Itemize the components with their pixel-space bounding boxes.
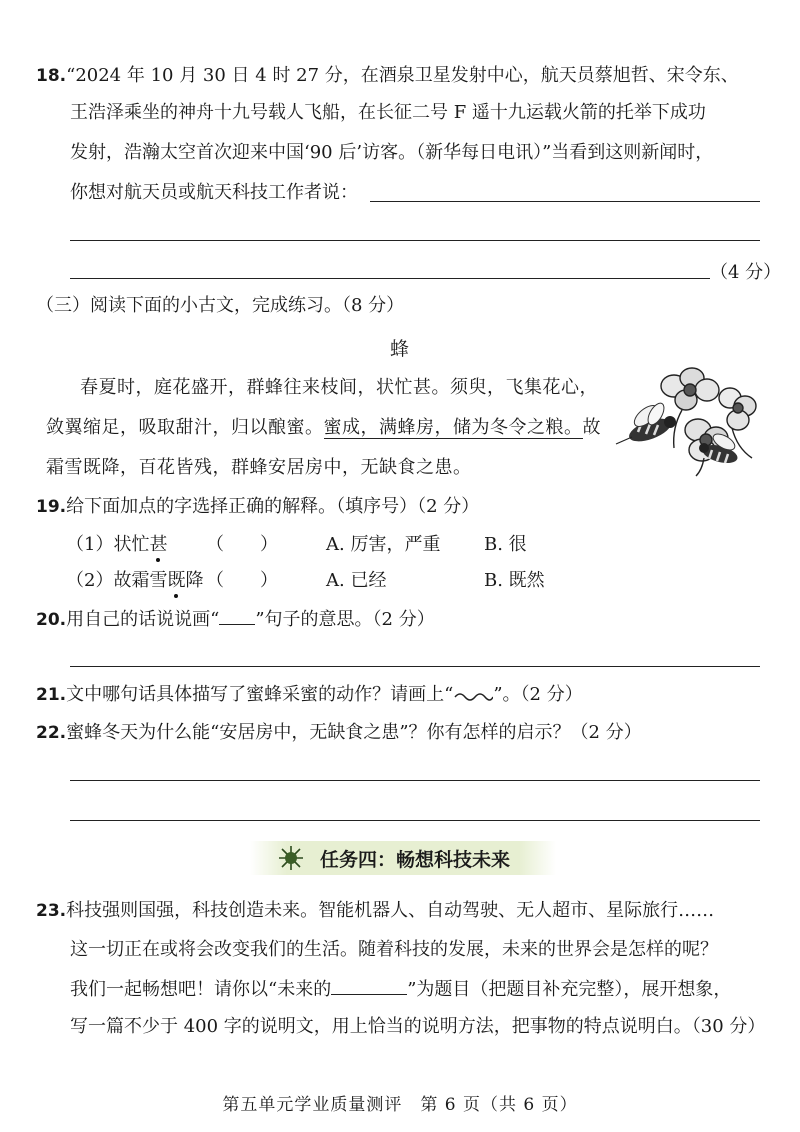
q18-line4: 你想对航天员或航天科技工作者说： bbox=[70, 182, 358, 203]
q18-line3: 发射，浩瀚太空首次迎来中国‘90 后’访客。（新华每日电讯）”当看到这则新闻时， bbox=[70, 142, 714, 163]
underlined-sentence: 蜜成，满蜂房，储为冬令之粮。 bbox=[323, 417, 583, 438]
flower-icon bbox=[661, 368, 719, 410]
q21-line: 21.文中哪句话具体描写了蜜蜂采蜜的动作？请画上“ ”。（2 分） bbox=[36, 684, 583, 705]
q19-item2-answer-paren[interactable]: （ ） bbox=[206, 570, 278, 591]
sun-burst-icon bbox=[276, 844, 306, 872]
q20-answer-line[interactable] bbox=[70, 666, 760, 667]
dotted-character: 甚 bbox=[149, 534, 168, 555]
passage-line2: 敛翼缩足，吸取甜汁，归以酿蜜。蜜成，满蜂房，储为冬令之粮。故 bbox=[46, 417, 601, 438]
wavy-underline-icon bbox=[453, 690, 493, 704]
bee-icon bbox=[616, 401, 676, 446]
q18-line1: 18.“2024 年 10 月 30 日 4 时 27 分，在酒泉卫星发射中心，航天员蔡旭哲、宋令东、 bbox=[36, 65, 739, 86]
q19-item1-option-a: A. 厉害，严重 bbox=[326, 534, 441, 555]
section3-title: （三）阅读下面的小古文，完成练习。（8 分） bbox=[36, 295, 405, 316]
bee-flower-illustration bbox=[612, 358, 772, 478]
q23-line3: 我们一起畅想吧！请你以“未来的 ”为题目（把题目补充完整），展开想象， bbox=[70, 976, 731, 1003]
q19-item1-stem: （1）状忙甚 bbox=[66, 534, 168, 555]
q19-item1-option-b: B. 很 bbox=[484, 534, 527, 555]
q19-item2-option-a: A. 已经 bbox=[326, 570, 387, 591]
q22-number: 22. bbox=[36, 723, 67, 743]
q19-item2-option-b: B. 既然 bbox=[484, 570, 545, 591]
flower-icon bbox=[719, 388, 756, 430]
q23-line4: 写一篇不少于 400 字的说明文，用上恰当的说明方法，把事物的特点说明白。（30 分） bbox=[70, 1016, 766, 1037]
passage-line3: 霜雪既降，百花皆残，群蜂安居房中，无缺食之患。 bbox=[46, 457, 472, 478]
q23-line2: 这一切正在或将会改变我们的生活。随着科技的发展，未来的世界会是怎样的呢？ bbox=[70, 939, 718, 960]
q18-answer-line-3[interactable] bbox=[70, 278, 710, 279]
q18-answer-line-2[interactable] bbox=[70, 240, 760, 241]
passage-title: 蜂 bbox=[390, 338, 410, 360]
q19-line: 19.给下面加点的字选择正确的解释。（填序号）（2 分） bbox=[36, 496, 480, 517]
q20-line: 20.用自己的话说说画“ ”句子的意思。（2 分） bbox=[36, 606, 435, 633]
q19-number: 19. bbox=[36, 497, 67, 517]
q22-answer-line-1[interactable] bbox=[70, 780, 760, 781]
q18-number: 18. bbox=[36, 66, 67, 86]
q23-line1: 23.科技强则国强，科技创造未来。智能机器人、自动驾驶、无人超市、星际旅行…… bbox=[36, 900, 715, 921]
q23-number: 23. bbox=[36, 901, 67, 921]
q21-number: 21. bbox=[36, 685, 67, 705]
title-fill-blank[interactable] bbox=[331, 976, 407, 995]
q18-score: （4 分） bbox=[710, 262, 782, 283]
task4-title: 任务四：畅想科技未来 bbox=[320, 849, 511, 871]
q22-answer-line-2[interactable] bbox=[70, 820, 760, 821]
straight-underline-sample bbox=[219, 606, 255, 625]
q19-item2-stem: （2）故霜雪既降 bbox=[66, 570, 204, 591]
passage-line1: 春夏时，庭花盛开，群蜂往来枝间，状忙甚。须臾，飞集花心， bbox=[80, 377, 598, 398]
q19-item1-answer-paren[interactable]: （ ） bbox=[206, 534, 278, 555]
page-footer: 第五单元学业质量测评 第 6 页（共 6 页） bbox=[222, 1095, 578, 1115]
q22-line: 22.蜜蜂冬天为什么能“安居房中，无缺食之患”？你有怎样的启示？（2 分） bbox=[36, 722, 642, 743]
q18-answer-line-1[interactable] bbox=[370, 201, 760, 202]
dotted-character: 既 bbox=[167, 570, 186, 591]
q18-line2: 王浩泽乘坐的神舟十九号载人飞船，在长征二号 F 遥十九运载火箭的托举下成功 bbox=[70, 102, 706, 123]
q20-number: 20. bbox=[36, 610, 67, 630]
